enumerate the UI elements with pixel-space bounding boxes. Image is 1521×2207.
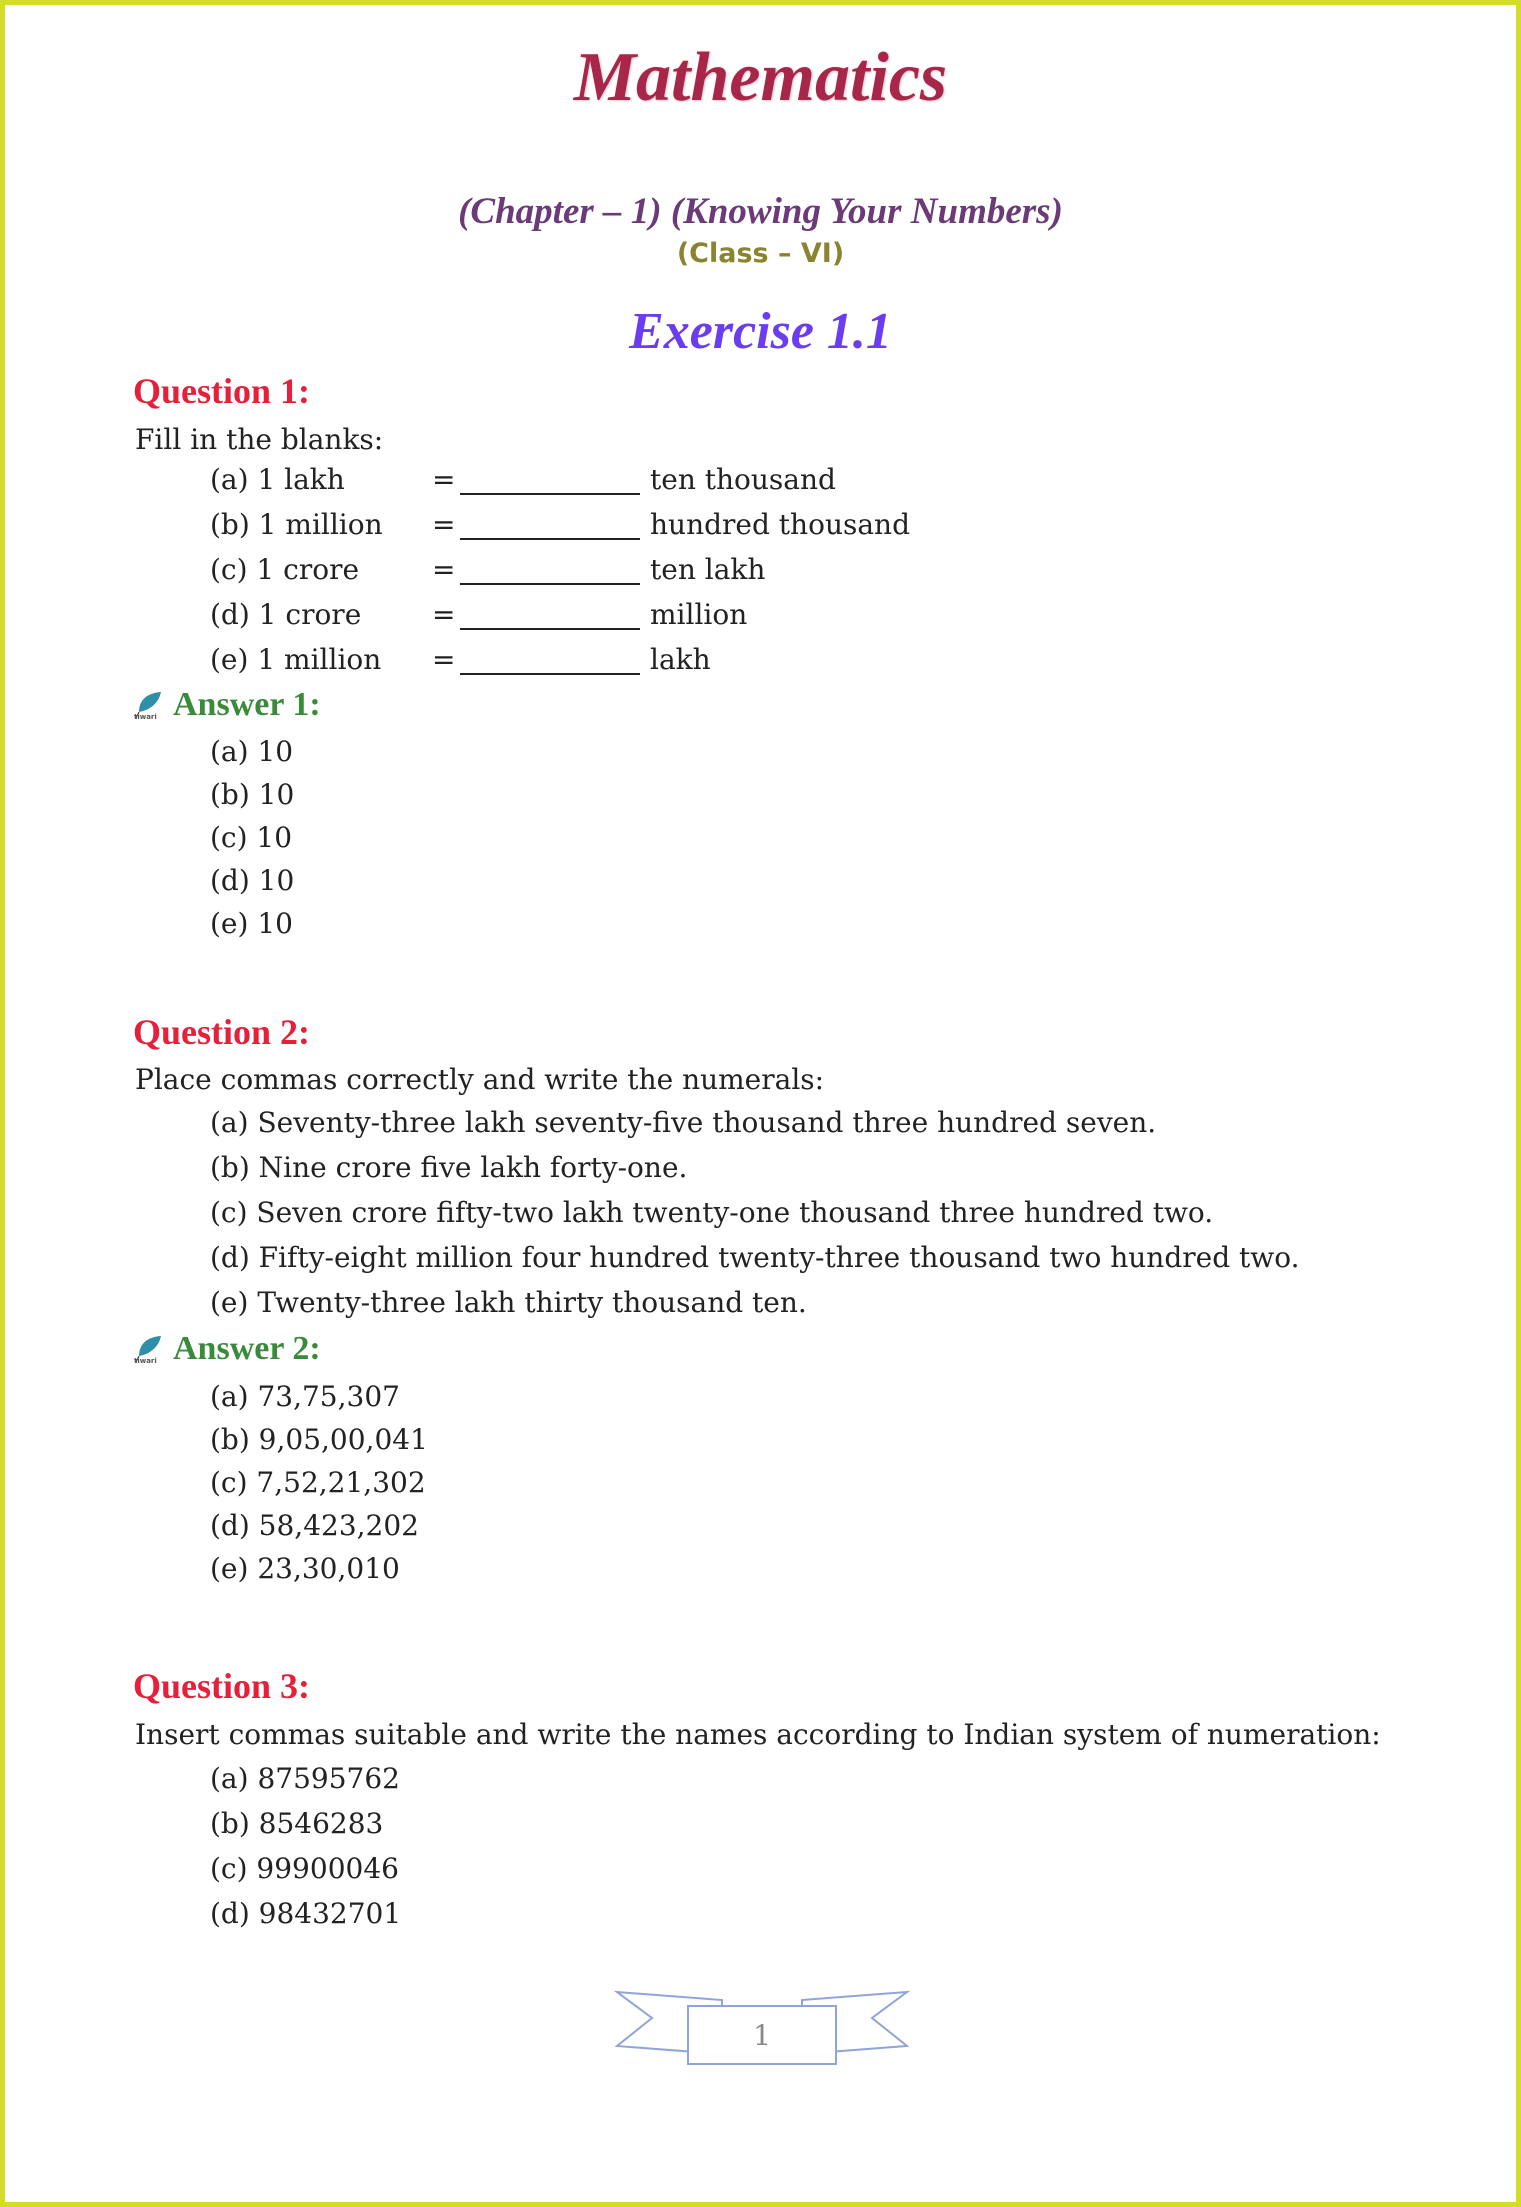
answer-item: (d) 10 xyxy=(210,864,295,897)
fill-blank-label: (d) 1 crore xyxy=(210,598,362,631)
fill-blank-row xyxy=(210,598,747,631)
svg-text:tiwari: tiwari xyxy=(134,713,157,720)
equals-sign: = xyxy=(432,508,456,541)
answer-item: (d) 58,423,202 xyxy=(210,1509,419,1542)
question-3-prompt: Insert commas suitable and write the names according to Indian system of numeration: xyxy=(135,1718,1381,1751)
exercise-heading: Exercise 1.1 xyxy=(629,303,892,360)
fill-blank-row xyxy=(210,643,711,676)
page-title: Mathematics xyxy=(573,39,948,116)
answer-item: (e) 23,30,010 xyxy=(210,1552,400,1585)
question-item: (b) Nine crore five lakh forty-one. xyxy=(210,1151,688,1184)
fill-blank-unit: million xyxy=(650,598,748,631)
fill-blank-unit: ten lakh xyxy=(650,553,766,586)
answer-item: (e) 10 xyxy=(210,907,293,940)
blank-line xyxy=(460,467,640,495)
blank-line xyxy=(460,512,640,540)
chapter-heading: (Chapter – 1) (Knowing Your Numbers) xyxy=(458,191,1063,232)
fill-blank-unit: lakh xyxy=(650,643,711,676)
fill-blank-row xyxy=(210,553,765,586)
blank-line xyxy=(460,557,640,585)
answer-item: (a) 73,75,307 xyxy=(210,1380,400,1413)
blank-line xyxy=(460,647,640,675)
class-label: (Class – VI) xyxy=(676,238,845,269)
tiwari-leaf-icon xyxy=(133,690,167,720)
question-item: (a) Seventy-three lakh seventy-five thousand three hundred seven. xyxy=(210,1106,1157,1139)
answer-heading-text: Answer 1: xyxy=(173,686,321,723)
fill-blank-label: (a) 1 lakh xyxy=(210,463,345,496)
equals-sign: = xyxy=(432,463,456,496)
answer-item: (b) 10 xyxy=(210,778,295,811)
question-2-heading: Question 2: xyxy=(133,1012,311,1052)
fill-blank-unit: hundred thousand xyxy=(650,508,910,541)
fill-blank-label: (b) 1 million xyxy=(210,508,383,541)
fill-blank-row xyxy=(210,508,910,541)
answer-item: (c) 10 xyxy=(210,821,293,854)
question-item: (e) Twenty-three lakh thirty thousand ten. xyxy=(210,1286,807,1319)
answer-item: (b) 9,05,00,041 xyxy=(210,1423,428,1456)
fill-blank-label: (c) 1 crore xyxy=(210,553,360,586)
fill-blank-label: (e) 1 million xyxy=(210,643,382,676)
question-item: (d) Fifty-eight million four hundred twenty-three thousand two hundred two. xyxy=(210,1241,1300,1274)
equals-sign: = xyxy=(432,598,456,631)
page-number: 1 xyxy=(753,2018,771,2052)
equals-sign: = xyxy=(432,643,456,676)
answer-item: (a) 10 xyxy=(210,735,294,768)
answer-1-heading xyxy=(133,686,321,724)
question-1-prompt: Fill in the blanks: xyxy=(135,423,384,456)
blank-line xyxy=(460,602,640,630)
equals-sign: = xyxy=(432,553,456,586)
answer-heading-text: Answer 2: xyxy=(173,1330,321,1367)
fill-blank-row xyxy=(210,463,836,496)
question-2-prompt: Place commas correctly and write the numerals: xyxy=(135,1063,825,1096)
question-item: (d) 98432701 xyxy=(210,1897,402,1930)
page-number-ribbon xyxy=(612,1986,912,2076)
answer-item: (c) 7,52,21,302 xyxy=(210,1466,426,1499)
answer-2-heading xyxy=(133,1330,321,1368)
question-3-heading: Question 3: xyxy=(133,1666,311,1706)
fill-blank-unit: ten thousand xyxy=(650,463,836,496)
question-item: (c) 99900046 xyxy=(210,1852,399,1885)
question-item: (a) 87595762 xyxy=(210,1762,400,1795)
svg-text:tiwari: tiwari xyxy=(134,1357,157,1364)
question-item: (b) 8546283 xyxy=(210,1807,384,1840)
question-1-heading: Question 1: xyxy=(133,371,311,411)
question-item: (c) Seven crore fifty-two lakh twenty-one thousand three hundred two. xyxy=(210,1196,1214,1229)
tiwari-leaf-icon xyxy=(133,1334,167,1364)
